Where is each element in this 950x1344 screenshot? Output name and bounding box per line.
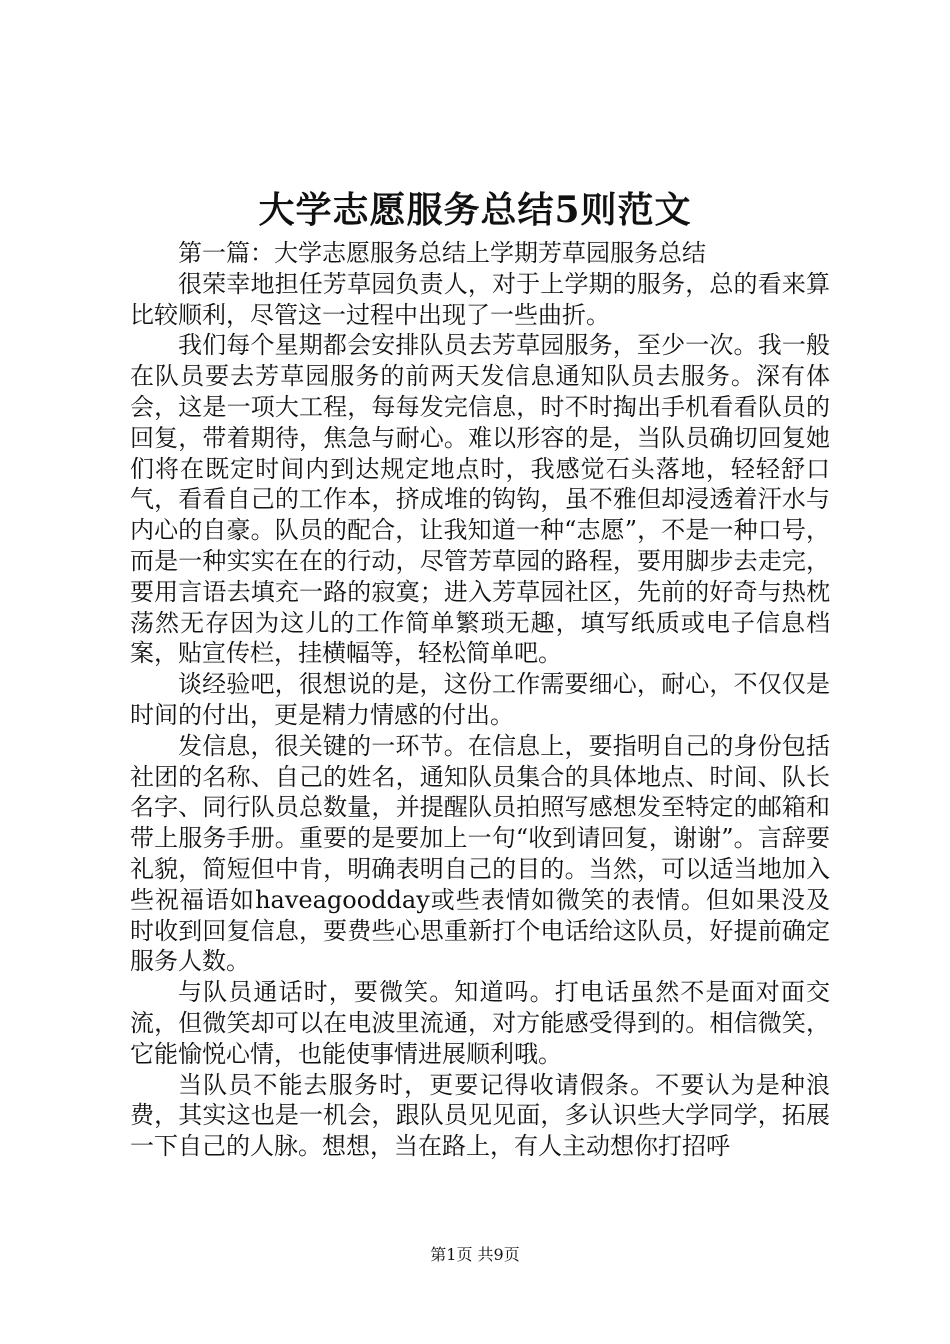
paragraph-intro: 很荣幸地担任芳草园负责人，对于上学期的服务，总的看来算比较顺利，尽管这一过程中出现了一些曲折。 (130, 269, 830, 329)
paragraph-leave-notes: 当队员不能去服务时，更要记得收请假条。不要认为是种浪费，其实这也是一机会，跟队员见见面，多认识些大学同学，拓展一下自己的人脉。想想，当在路上，有人主动想你打招呼 (130, 1070, 830, 1161)
document-title: 大学志愿服务总结5则范文 (258, 189, 692, 231)
document-body (130, 238, 830, 1162)
paragraph-weekly-service: 我们每个星期都会安排队员去芳草园服务，至少一次。我一般在队员要去芳草园服务的前两天发信息通知队员去服务。深有体会，这是一项大工程，每每发完信息，时不时掏出手机看看队员的回复，带着期待，焦急与耐心。难以形容的是，当队员确切回复她们将在既定时间内到达规定地点时，我感觉石头落地，轻轻舒口气，看看自己的工作本，挤成堆的钩钩，虽不雅但却浸透着汗水与内心的自豪。队员的配合，让我知道一种“志愿”，不是一种口号，而是一种实实在在的行动，尽管芳草园的路程，要用脚步去走完，要用言语去填充一路的寂寞；进入芳草园社区，先前的好奇与热枕荡然无存因为这儿的工作简单繁琐无趣，填写纸质或电子信息档案，贴宣传栏，挂横幅等，轻松简单吧。 (130, 331, 830, 668)
section-heading: 第一篇：大学志愿服务总结上学期芳草园服务总结 (178, 239, 706, 267)
page-number-footer: 第1页 共9页 (430, 1245, 520, 1264)
paragraph-phone-calls: 与队员通话时，要微笑。知道吗。打电话虽然不是面对面交流，但微笑却可以在电波里流通，对方能感受得到的。相信微笑，它能愉悦心情，也能使事情进展顺利哦。 (130, 978, 830, 1068)
paragraph-messaging: 发信息，很关键的一环节。在信息上，要指明自己的身份包括社团的名称、自己的姓名，通知队员集合的具体地点、时间、队长名字、同行队员总数量，并提醒队员拍照写感想发至特定的邮箱和带上服务手册。重要的是要加上一句“收到请回复，谢谢”。言辞要礼貌，简短但中肯，明确表明自己的目的。当然，可以适当地加入些祝福语如haveagoodday或些表情如微笑的表情。但如果没及时收到回复信息，要费些心思重新打个电话给这队员，好提前确定服务人数。 (130, 731, 830, 976)
paragraph-experience: 谈经验吧，很想说的是，这份工作需要细心，耐心，不仅仅是时间的付出，更是精力情感的付出。 (130, 670, 830, 729)
